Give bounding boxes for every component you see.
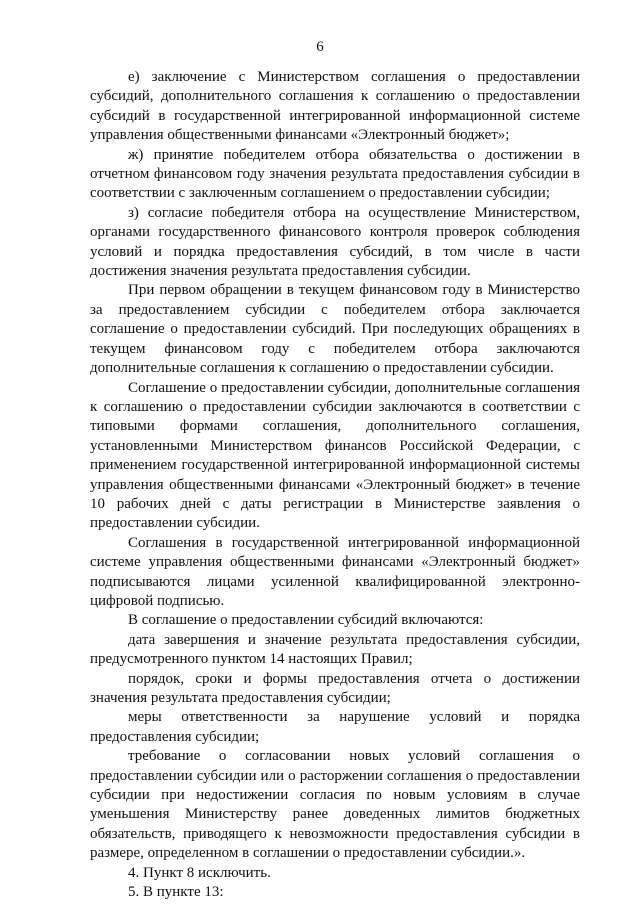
page-number: 6 xyxy=(316,39,324,55)
document-body xyxy=(90,68,580,902)
paragraph-report-order: порядок, сроки и формы предоставления отчета о достижении значения результата предоставления субсидии; xyxy=(90,670,580,706)
paragraph-signatures: Соглашения в государственной интегрированной информационной системе управления общественными финансами «Электронный бюджет» подписываются лицами усиленной квалифицированной электронно-цифровой подписью. xyxy=(90,534,580,609)
paragraph-first-request: При первом обращении в текущем финансовом году в Министерство за предоставлением субсидии с победителем отбора заключается соглашение о предоставлении субсидий. При последующих обращениях в текущем финансовом году с победителем отбора заключаются дополнительные соглашения к соглашению о предоставлении субсидии. xyxy=(90,282,580,377)
paragraph-agreement-forms: Соглашение о предоставлении субсидии, дополнительные соглашения к соглашению о предоставлении субсидии заключаются в соответствии с типовыми формами соглашения, дополнительного соглашения, установленными Министерством финансов Российской Федерации, с применением государственной интегрированной информационной системы управления общественными финансами «Электронный бюджет» в течение 10 рабочих дней с даты регистрации в Министерстве заявления о предоставлении субсидии. xyxy=(90,379,580,532)
paragraph-item-4: 4. Пункт 8 исключить. xyxy=(128,864,271,881)
paragraph-z-consent: з) согласие победителя отбора на осуществление Министерством, органами государственного финансового контроля проверок соблюдения условий и порядка предоставления субсидий, в том числе в части достижения значения результата предоставления субсидии. xyxy=(90,204,580,280)
paragraph-result-date: дата завершения и значение результата предоставления субсидии, предусмотренного пунктом 14 настоящих Правил; xyxy=(90,631,580,668)
paragraph-agreement-includes: В соглашение о предоставлении субсидий включаются: xyxy=(128,612,484,629)
paragraph-zh-obligation: ж) принятие победителем отбора обязательства о достижении в отчетном финансовом году значения результата предоставления субсидии в соответствии с заключенным соглашением о предоставлении субсидии; xyxy=(90,146,580,202)
paragraph-e-agreement: е) заключение с Министерством соглашения о предоставлении субсидий, дополнительного соглашения к соглашению о предоставлении субсидий в государственной интегрированной информационной системе управления общественными финансами «Электронный бюджет»; xyxy=(90,69,580,144)
paragraph-new-conditions: требование о согласовании новых условий соглашения о предоставлении субсидии или о расторжении соглашения о предоставлении субсидии при недостижении согласия по новым условиям в случае уменьшения Министерству ранее доведенных лимитов бюджетных обязательств, приводящего к невозможности предоставления субсидии в размере, определенном в соглашении о предоставлении субсидии.». xyxy=(90,748,580,862)
paragraph-item-5: 5. В пункте 13: xyxy=(128,884,224,901)
paragraph-responsibility: меры ответственности за нарушение условий и порядка предоставления субсидии; xyxy=(90,709,580,745)
